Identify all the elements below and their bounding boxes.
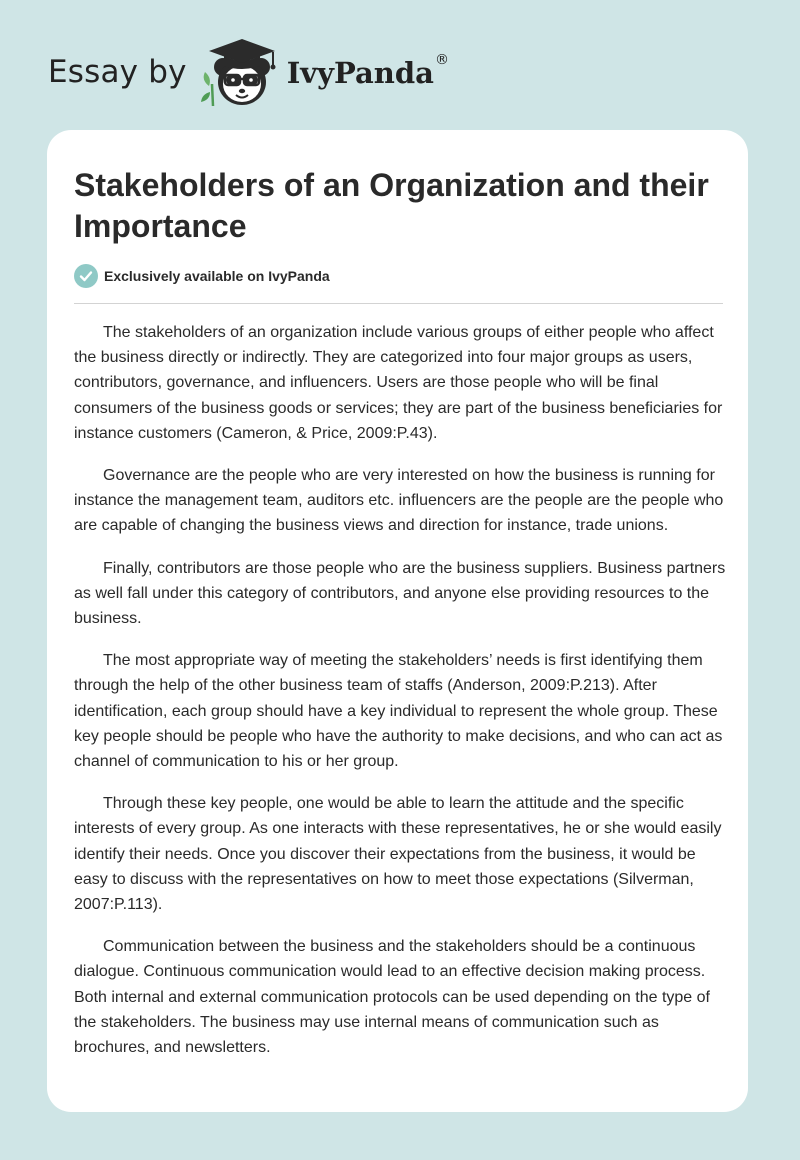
- essay-body: [74, 320, 726, 1077]
- ivypanda-wordmark: IvyPanda: [286, 56, 434, 90]
- panda-graduate-logo-icon: [199, 34, 285, 110]
- exclusive-badge-label: Exclusively available on IvyPanda: [104, 268, 330, 284]
- essay-paragraph: The most appropriate way of meeting the stakeholders’ needs is first identifying them through the help of the other business team of staffs (Anderson, 2009:P.213). After identification, each group should have a key individual to represent the whole group. These key people should be people who have the authority to make decisions, and who can act as channel of communication to his or her group.: [74, 652, 723, 771]
- essay-paragraph: Communication between the business and the stakeholders should be a continuous dialogue. Continuous communication would lead to an effective decision making process. Both internal and external communication protocols can be used depending on the type of the stakeholders. The business may use internal means of communication such as brochures, and newsletters.: [74, 938, 710, 1057]
- registered-mark: ®: [434, 52, 449, 68]
- essay-paragraph: Governance are the people who are very interested on how the business is running for instance the management team, auditors etc. influencers are the people are the people who are capable of changing the business views and direction for instance, trade unions.: [74, 467, 724, 535]
- check-circle-icon: [74, 264, 98, 288]
- essay-title: Stakeholders of an Organization and their Importance: [74, 167, 709, 244]
- essay-by-label: Essay by: [48, 54, 187, 90]
- essay-paragraph: Through these key people, one would be able to learn the attitude and the specific interests of every group. As one interacts with these representatives, he or she would easily identify their needs. Once you discover their expectations from the business, it would be easy to discuss with the representatives on how to meet those expectations (Silverman, 2007:P.113).: [74, 795, 722, 914]
- essay-card: [47, 130, 748, 1112]
- exclusive-badge: [74, 264, 330, 288]
- title-divider: [74, 303, 723, 304]
- site-header-brand[interactable]: [48, 34, 449, 110]
- essay-paragraph: The stakeholders of an organization include various groups of either people who affect the business directly or indirectly. They are categorized into four major groups as users, contributors, governance, and influencers. Users are those people who will be final consumers of the business goods or services; they are part of the business beneficiaries for instance customers (Cameron, & Price, 2009:P.43).: [74, 324, 723, 442]
- essay-paragraph: Finally, contributors are those people who are the business suppliers. Business partners as well fall under this category of contributors, and anyone else providing resources to the business.: [74, 559, 726, 628]
